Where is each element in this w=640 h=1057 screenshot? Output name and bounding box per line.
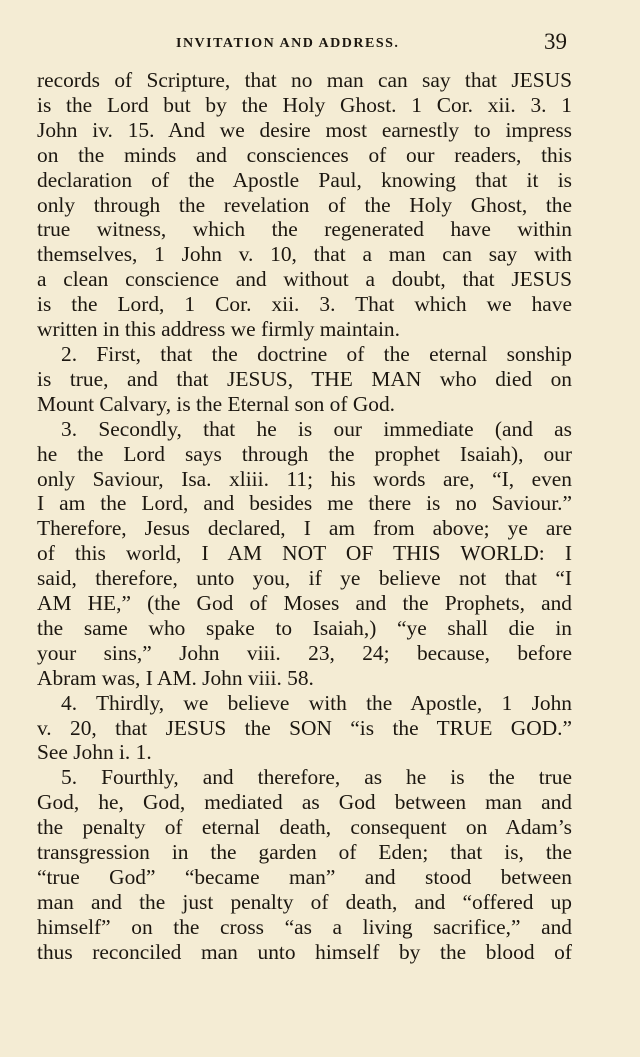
text-line: your sins,” John viii. 23, 24; because, before [37, 640, 572, 665]
text-line: “true God” “became man” and stood between [37, 865, 572, 889]
text-line: God, he, God, mediated as God between man and [37, 790, 572, 815]
text-line: Abram was, I AM. John viii. 58. [37, 665, 314, 690]
text-line: of this world, I AM NOT OF THIS WORLD: I [37, 541, 572, 566]
paragraph-4-line: 4. Thirdly, we believe with the Apostle, 1 John [61, 690, 572, 715]
text-line: a clean conscience and without a doubt, that JESUS [37, 267, 572, 292]
running-title: INVITATION AND ADDRESS. [176, 36, 400, 51]
text-line: on the minds and consciences of our readers, this [37, 142, 572, 167]
paragraph-3-line: 3. Secondly, that he is our immediate (and as [61, 416, 572, 441]
text-line: Mount Calvary, is the Eternal son of God. [37, 391, 396, 416]
text-line: transgression in the garden of Eden; that is, the [37, 840, 572, 865]
text-line: he the Lord says through the prophet Isaiah), our [37, 441, 572, 466]
text-line: Therefore, Jesus declared, I am from above; ye are [37, 516, 572, 541]
text-line: v. 20, that JESUS the SON “is the TRUE GOD.” [37, 715, 572, 740]
text-line: said, therefore, unto you, if ye believe not that “I [37, 566, 572, 591]
text-line: See John i. 1. [37, 740, 152, 765]
text-line: only Saviour, Isa. xliii. 11; his words are, “I, even [37, 466, 572, 491]
text-line: himself” on the cross “as a living sacrifice,” and [37, 914, 572, 939]
text-line: is the Lord, 1 Cor. xii. 3. That which we have [37, 292, 572, 317]
text-line: I am the Lord, and besides me there is no Saviour.” [37, 491, 572, 516]
text-line: is the Lord but by the Holy Ghost. 1 Cor. xii. 3. 1 [37, 92, 572, 117]
text-line: the penalty of eternal death, consequent on Adam’s [37, 815, 572, 840]
text-line: AM HE,” (the God of Moses and the Prophets, and [37, 591, 572, 616]
text-line: true witness, which the regenerated have within [37, 217, 572, 242]
text-line: written in this address we firmly maintain. [37, 317, 400, 342]
text-line: John iv. 15. And we desire most earnestly to impress [37, 117, 572, 142]
page-number: 39 [544, 29, 567, 54]
paragraph-5-line: 5. Fourthly, and therefore, as he is the true [61, 765, 572, 790]
text-line: thus reconciled man unto himself by the blood of [37, 939, 572, 964]
body-text [37, 68, 572, 965]
text-line: the same who spake to Isaiah,) “ye shall die in [37, 615, 572, 640]
text-line: only through the revelation of the Holy Ghost, the [37, 192, 572, 217]
text-line: declaration of the Apostle Paul, knowing that it is [37, 167, 572, 192]
paragraph-2-line: 2. First, that the doctrine of the eternal sonship [61, 341, 572, 366]
text-line: is true, and that JESUS, THE MAN who died on [37, 366, 572, 391]
text-line: records of Scripture, that no man can say that JESUS [37, 68, 572, 92]
text-line: man and the just penalty of death, and “offered up [37, 889, 572, 914]
text-line: themselves, 1 John v. 10, that a man can say with [37, 242, 572, 267]
